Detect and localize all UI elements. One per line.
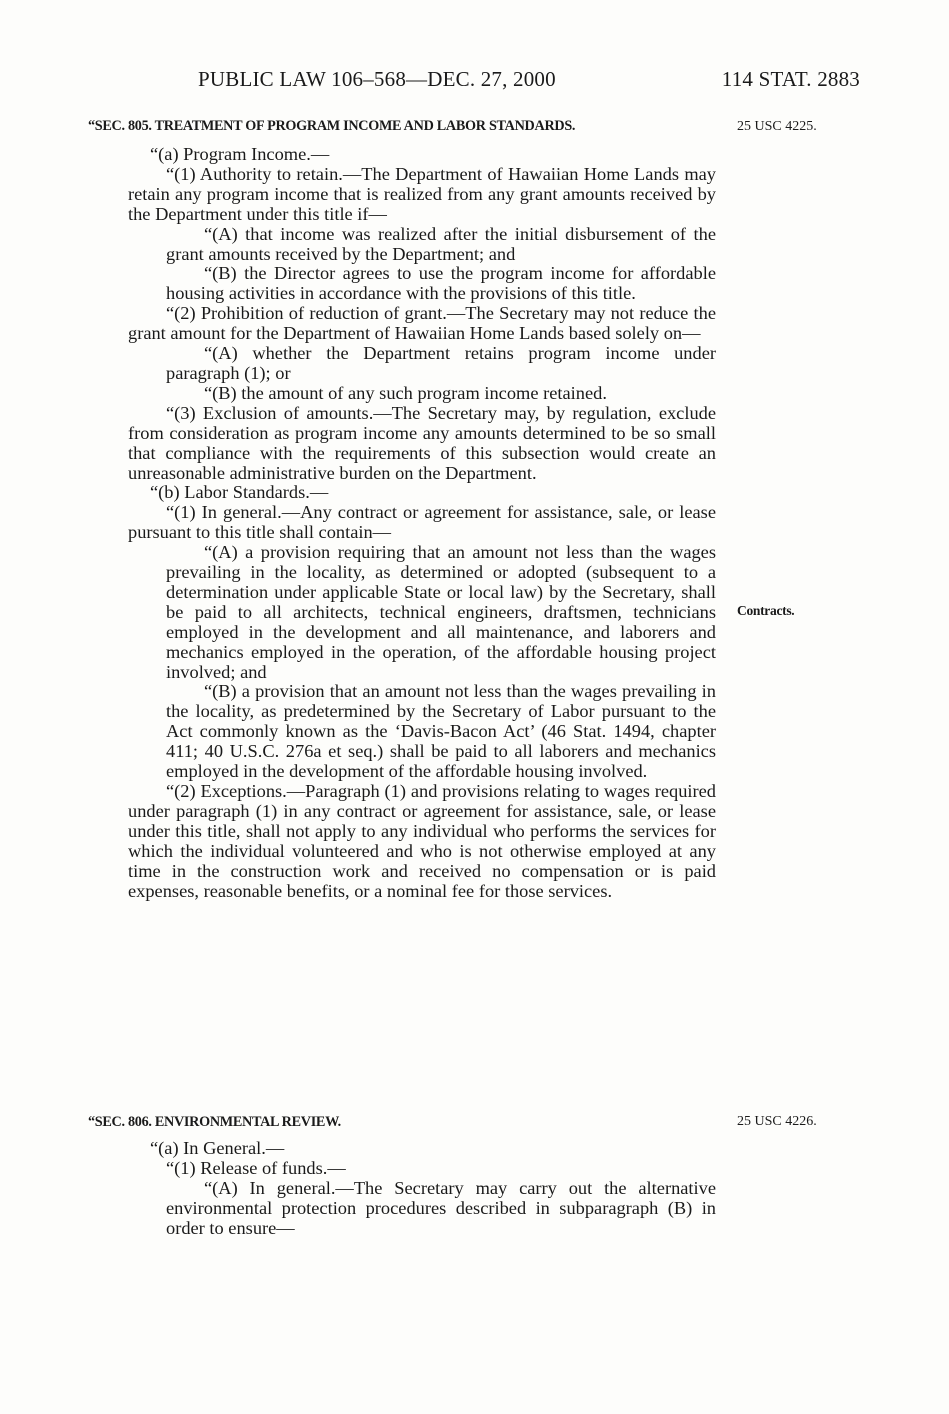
paragraph-b2: “(2) Exceptions.—Paragraph (1) and provisions relating to wages required under paragraph (1) in any contract or agreement for assistance, sale, or lease under this title, shall not apply to any individual who performs the services for which the individual volunteered and who is not otherwise employed at any time in the construction work and received no compensation or is paid expenses, reasonable benefits, or a nominal fee for those services. — [128, 781, 716, 901]
paragraph-a3: “(3) Exclusion of amounts.—The Secretary may, by regulation, exclude from consideration as program income any amounts determined to be so small that compliance with the requirements of this subsection would create an unreasonable administrative burden on the Department. — [128, 402, 716, 483]
section-806-heading: “SEC. 806. ENVIRONMENTAL REVIEW. — [88, 1114, 341, 1130]
header-public-law: PUBLIC LAW 106–568—DEC. 27, 2000 — [198, 67, 556, 91]
section-806-body — [128, 1139, 716, 1239]
header-stat-page: 114 STAT. 2883 — [721, 67, 860, 91]
subparagraph-a2A: “(A) whether the Department retains program income under paragraph (1); or — [166, 343, 716, 383]
section-806-subsection-a-heading: “(a) In General.— — [150, 1138, 285, 1158]
subparagraph-a1A: “(A) that income was realized after the initial disbursement of the grant amounts received by the Department; and — [166, 223, 716, 264]
subsection-b-heading: “(b) Labor Standards.— — [150, 482, 329, 503]
section-805-usc-cite: 25 USC 4225. — [737, 119, 817, 134]
section-806-subparagraph-a1A: “(A) In general.—The Secretary may carry out the alternative environmental protection procedures described in subparagraph (B) in order to ensure— — [166, 1177, 716, 1238]
section-805-body — [128, 145, 716, 901]
paragraph-a1: “(1) Authority to retain.—The Department of Hawaiian Home Lands may retain any program income that is realized from any grant amounts received by the Department under this title if— — [128, 163, 716, 224]
subparagraph-b1A: “(A) a provision requiring that an amount not less than the wages prevailing in the locality, as determined or adopted (subsequent to a determination under applicable State or local law) by the Secretary, shall be paid to all architects, technical engineers, draftsmen, technicians employed in the development and all maintenance, and laborers and mechanics employed in the operation, of the affordable housing project involved; and — [166, 542, 716, 682]
paragraph-a2: “(2) Prohibition of reduction of grant.—The Secretary may not reduce the grant amount for the Department of Hawaiian Home Lands based solely on— — [128, 303, 716, 344]
subparagraph-b1B: “(B) a provision that an amount not less than the wages prevailing in the locality, as predetermined by the Secretary of Labor pursuant to the Act commonly known as the ‘Davis-Bacon Act’ (46 Stat. 1494, chapter 411; 40 U.S.C. 276a et seq.) shall be paid to all laborers and mechanics employed in the development of the affordable housing involved. — [166, 681, 716, 782]
paragraph-b1: “(1) In general.—Any contract or agreement for assistance, sale, or lease pursuant to this title shall contain— — [128, 502, 716, 543]
section-806-usc-cite: 25 USC 4226. — [737, 1114, 817, 1129]
subparagraph-a1B: “(B) the Director agrees to use the program income for affordable housing activities in accordance with the provisions of this title. — [166, 263, 716, 304]
contracts-margin-note: Contracts. — [737, 603, 795, 618]
subparagraph-a2B: “(B) the amount of any such program income retained. — [204, 382, 607, 403]
subsection-a-heading: “(a) Program Income.— — [150, 144, 330, 164]
section-805-heading: “SEC. 805. TREATMENT OF PROGRAM INCOME AND LABOR STANDARDS. — [88, 118, 576, 134]
section-806-paragraph-a1: “(1) Release of funds.— — [166, 1157, 346, 1178]
